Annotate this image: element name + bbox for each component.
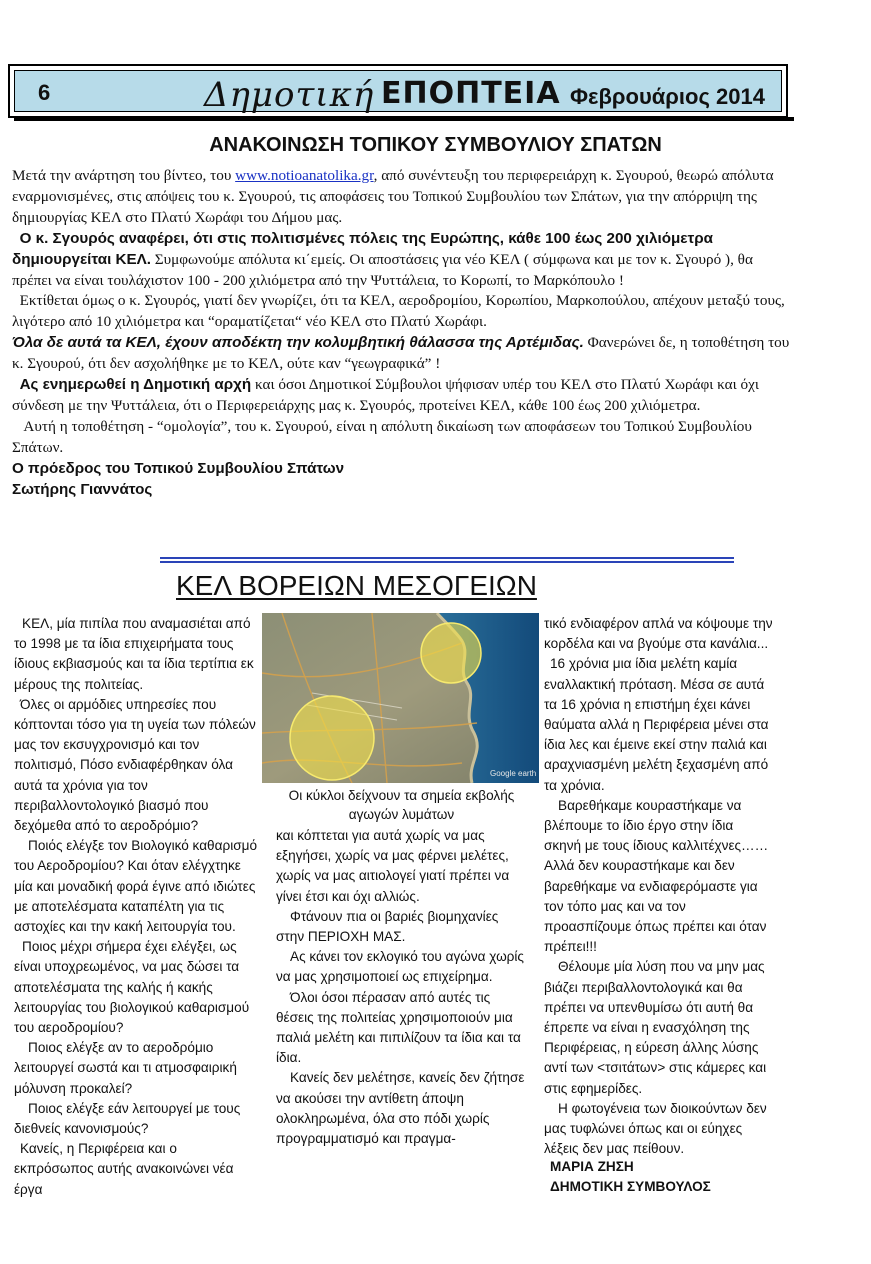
- bold-span: Ο κ. Σγουρός αναφέρει, ότι στις πολιτισμένες πόλεις της Ευρώπης, κάθε 100 έως 200 χιλιόμετρα δημιουργείται ΚΕΛ.: [12, 229, 713, 268]
- section-divider: [160, 561, 734, 563]
- left-paragraph-7: Κανείς, η Περιφέρεια και ο εκπρόσωπος αυτής ανακοινώνει νέα έργα: [14, 1141, 234, 1197]
- text-span: Εκτίθεται όμως ο κ. Σγουρός, γιατί δεν γνωρίζει, ότι τα ΚΕΛ, αεροδρομίου, Κορωπίου, Μαρκοπούλου, απέχουν μεταξύ τους, λιγότερο από 10 χιλιόμετρα και “οραματίζεται“ νέο ΚΕΛ στο Πλατύ Χωράφι.: [12, 292, 785, 331]
- aerial-map-graphic: [262, 613, 539, 783]
- text-span: και όσοι Δημοτικοί Σύμβουλοι ψήφισαν υπέρ του ΚΕΛ στο Πλατύ Χωράφι και όχι σύνδεση με την Ψυττάλεια, ότι ο Περιφερειάρχης μας κ. Σγουρός, προτείνει ΚΕΛ, κάθε 100 έως 200 χιλιόμετρα.: [12, 376, 759, 414]
- text-span: Αυτή η τοποθέτηση - “ομολογία”, του κ. Σγουρού, είναι η απόλυτη δικαίωση των αποφάσεων του Τοπικού Συμβουλίου Σπάτων.: [12, 417, 752, 456]
- middle-paragraph-1: και κόπτεται για αυτά χωρίς να μας εξηγήσει, χωρίς να μας φέρνει μελέτες, χωρίς να μας αιτιολογεί γιατί πρέπει να γίνει έτσι και όχι αλλιώς.: [276, 828, 510, 904]
- bold-italic-span: Όλα δε αυτά τα ΚΕΛ, έχουν αποδέκτη την κολυμβητική θάλασσα της Αρτέμιδας.: [12, 334, 584, 352]
- author-name: ΜΑΡΙΑ ΖΗΣΗ: [550, 1159, 634, 1174]
- left-paragraph-2: Όλες οι αρμόδιες υπηρεσίες που κόπτονται τόσο για τη υγεία των πόλεών μας τον εκσυγχρονισμό και τον πολιτισμό, Πόσο ενδιαφέρθηκαν όλα αυτά τα χρόνια για τον περιβαλλοντολογικό βιασμό που δεχόμεθα από το αεροδρόμιο?: [14, 696, 256, 834]
- page-number: 6: [38, 80, 51, 105]
- outfall-circle-airport: [290, 696, 374, 780]
- right-paragraph-6: Η φωτογένεια των διοικούντων δεν μας τυφλώνει όπως και οι εύηχες λέξεις δεν μας πείθουν.: [544, 1100, 767, 1157]
- author-role: ΔΗΜΟΤΙΚΗ ΣΥΜΒΟΥΛΟΣ: [550, 1179, 711, 1194]
- announcement-paragraph-5: [12, 375, 790, 417]
- text-span: Μετά την ανάρτηση του βίντεο, του: [12, 167, 236, 184]
- section-divider: [160, 557, 734, 559]
- outfall-circle-north: [421, 623, 481, 683]
- announcement-paragraph-1: [12, 166, 790, 229]
- announcement-paragraph-4: [12, 333, 790, 375]
- article-title: ΚΕΛ ΒΟΡΕΙΩΝ ΜΕΣΟΓΕΙΩΝ: [176, 570, 537, 601]
- masthead-block-word: ΕΠΟΠΤΕΙΑ: [381, 76, 561, 111]
- notioanatolika-link[interactable]: www.notioanatolika.gr: [235, 167, 374, 184]
- middle-paragraph-2: Φτάνουν πια οι βαριές βιομηχανίες στην ΠΕΡΙΟΧΗ ΜΑΣ.: [276, 908, 499, 945]
- article-column-right: [544, 614, 774, 1159]
- left-paragraph-6: Ποιος ελέγξε εάν λειτουργεί με τους διεθνείς κανονισμούς?: [14, 1100, 241, 1137]
- bold-span: Ας ενημερωθεί η Δημοτική αρχή: [19, 376, 252, 394]
- announcement-title: ΑΝΑΚΟΙΝΩΣΗ ΤΟΠΙΚΟΥ ΣΥΜΒΟΥΛΙΟΥ ΣΠΑΤΩΝ: [209, 134, 662, 156]
- masthead-script-word: Δημοτική: [204, 75, 375, 115]
- left-paragraph-3: Ποιός ελέγξε τον Βιολογικό καθαρισμό του Αεροδρομίου? Και όταν ελέγχτηκε μία και μοναδική φορά έγινε από ιδιώτες με αποτελέσματα καταπέλτη για τις αστοχίες και την κακή λειτουργία του.: [14, 838, 258, 935]
- article-column-left: [14, 614, 260, 1200]
- aerial-map-image: [262, 613, 539, 783]
- text-span: Συμφωνούμε απόλυτα κι΄εμείς. Οι αποστάσεις για νέο ΚΕΛ ( σύμφωνα και με τον κ. Σγουρό ), θα πρέπει να είναι τουλάχιστον 100 - 200 χιλιόμετρα από την Ψυττάλεια, το Κορωπί, το Μαρκόπουλο !: [12, 250, 753, 289]
- text-span: Φανερώνει δε, η τοποθέτηση του κ. Σγουρού, ότι δεν ασχολήθηκε με το ΚΕΛ, ούτε καν “γεωγραφικά” !: [12, 334, 790, 373]
- announcement-paragraph-6: [12, 417, 790, 459]
- issue-date: Φεβρουάριος 2014: [570, 84, 765, 109]
- left-paragraph-4: Ποιος μέχρι σήμερα έχει ελέγξει, ως είναι υποχρεωμένος, να μας δώσει τα αποτελέσματα της καλής ή κακής λειτουργίας του βιολογικού καθαρισμού του αεροδρομίου?: [14, 939, 250, 1036]
- left-paragraph-1: ΚΕΛ, μία πιπίλα που αναμασιέται από το 1998 με τα ίδια επιχειρήματα τους ίδιους εκβιασμούς και τα ίδια τερτίπια εκ μέρους της πολιτείας.: [14, 616, 254, 692]
- announcement-paragraph-2: [12, 229, 790, 292]
- middle-paragraph-4: Όλοι όσοι πέρασαν από αυτές τις θέσεις της πολιτείας χρησιμοποιούν μια παλιά μελέτη και πιπιλίζουν τα ίδια και τα ίδια.: [276, 989, 521, 1066]
- left-paragraph-5: Ποιος ελέγξε αν το αεροδρόμιο λειτουργεί σωστά και τι ατμοσφαιρική μόλυνση προκαλεί?: [14, 1040, 237, 1096]
- article-author: [550, 1157, 711, 1197]
- signature-role: Ο πρόεδρος του Τοπικού Συμβουλίου Σπάτων: [12, 459, 345, 477]
- text-span: , από συνέντευξη του περιφερειάρχη κ. Σγουρού, θεωρώ απόλυτα εναρμονισμένες, στις απόψεις του κ. Σγουρού, τις αποφάσεις του Τοπικού Συμβουλίου των Σπάτων, για την απόρριψη της δημιουργίας ΚΕΛ στο Πλατύ Χωράφι του Δήμου μας.: [12, 167, 774, 226]
- announcement-paragraph-3: [12, 291, 790, 333]
- right-paragraph-1: τικό ενδιαφέρον απλά να κόψουμε την κορδέλα και να βγούμε στα κανάλια...: [544, 616, 773, 652]
- signature-name: Σωτήρης Γιαννάτος: [12, 480, 153, 498]
- right-paragraph-4: Αλλά δεν κουραστήκαμε και δεν βαρεθήκαμε να ενδιαφερόμαστε για τον τόπο μας και να τον προασπίζουμε όπως πρέπει και όταν πρέπει!!!: [544, 858, 767, 955]
- right-paragraph-3: Βαρεθήκαμε κουραστήκαμε να βλέπουμε το ίδιο έργο στην ίδια σκηνή με τους ίδιους καλλιτέχνες……: [544, 797, 769, 854]
- middle-paragraph-3: Ας κάνει τον εκλογικό του αγώνα χωρίς να μας χρησιμοποιεί ως επιχείρημα.: [276, 949, 524, 985]
- announcement-body: [12, 166, 790, 501]
- right-paragraph-5: Θέλουμε μία λύση που να μην μας βιάζει περιβαλλοντολογικά και θα πρέπει να υπενθυμίσω ότι αυτή θα έπρεπε να είναι η ενασχόληση της Περιφέρειας, η εύρεση άλλης λύσης αντί των <τσιτάτων> στις κάμερες και στις εφημερίδες.: [544, 959, 767, 1096]
- map-watermark: Google earth: [490, 769, 537, 778]
- article-column-middle: [276, 826, 526, 1149]
- middle-paragraph-5: Κανείς δεν μελέτησε, κανείς δεν ζήτησε να ακούσει την αντίθετη άποψη ολοκληρωμένα, όλα στο πόδι χωρίς προγραμματισμό και πραγμα-: [276, 1070, 525, 1147]
- map-caption: Οι κύκλοι δείχνουν τα σημεία εκβολής αγωγών λυμάτων: [288, 788, 515, 822]
- right-paragraph-2: 16 χρόνια μια ίδια μελέτη καμία εναλλακτική πρόταση. Μέσα σε αυτά τα 16 χρόνια η επιστήμη έχει κάνει θαύματα αλλά η Περιφέρεια μένει στα ίδια λες και έμεινε εκεί στην παλιά και αραχνιασμένη μελέτη ξεχασμένη από τα χρόνια.: [544, 656, 769, 793]
